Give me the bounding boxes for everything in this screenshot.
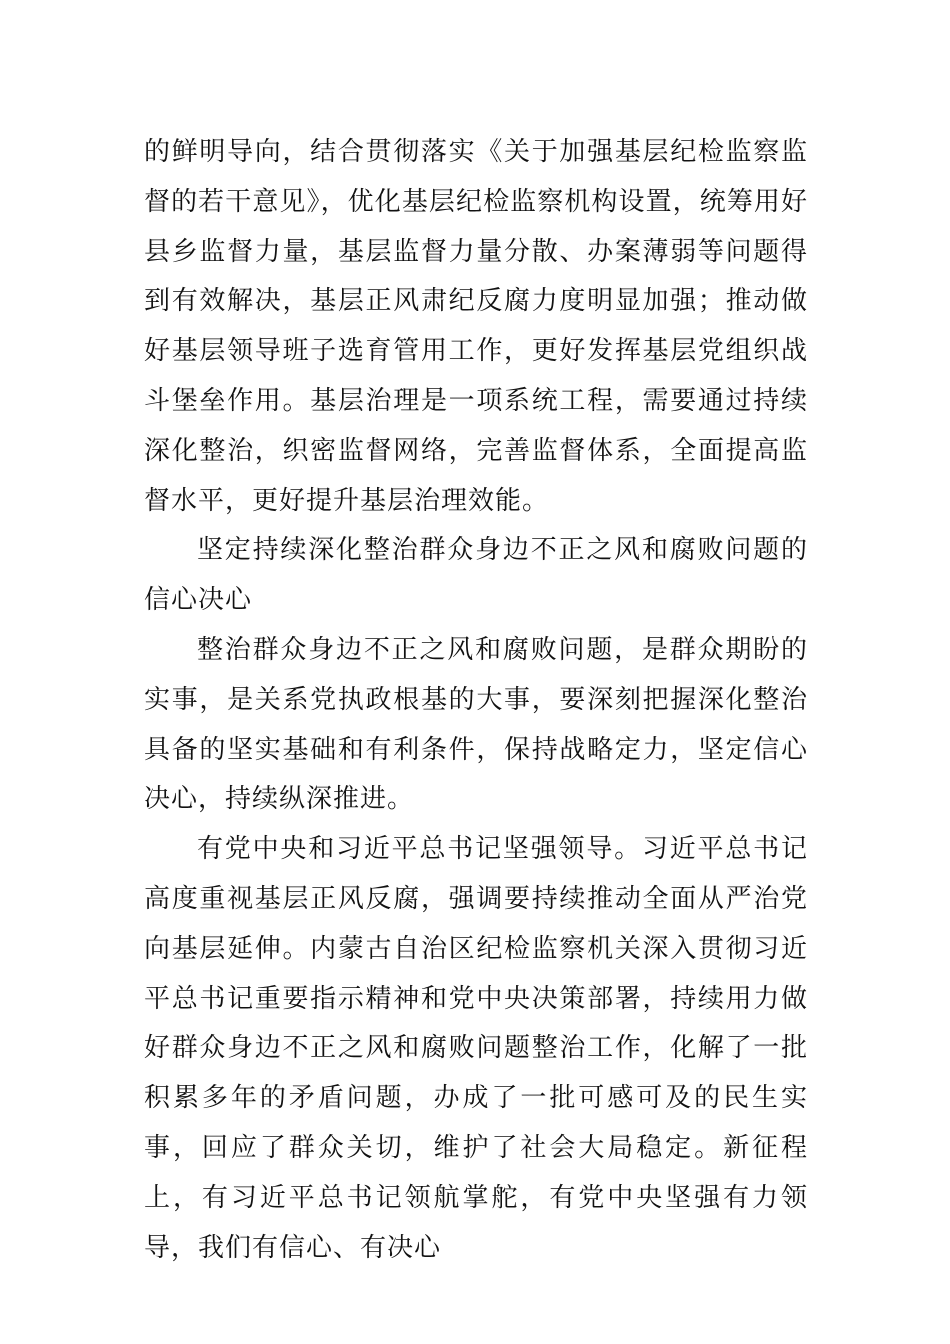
paragraph: 有党中央和习近平总书记坚强领导。习近平总书记高度重视基层正风反腐，强调要持续推动全面从严治党向基层延伸。内蒙古自治区纪检监察机关深入贯彻习近平总书记重要指示精神和党中央决策部署，持续用力做好群众身边不正之风和腐败问题整治工作，化解了一批积累多年的矛盾问题，办成了一批可感可及的民生实事，回应了群众关切，维护了社会大局稳定。新征程上，有习近平总书记领航掌舵，有党中央坚强有力领导，我们有信心、有决心 [144,834,808,1263]
paragraph: 整治群众身边不正之风和腐败问题，是群众期盼的实事，是关系党执政根基的大事，要深刻把握深化整治具备的坚实基础和有利条件，保持战略定力，坚定信心决心，持续纵深推进。 [144,634,808,815]
document-body [144,128,808,1273]
paragraph-continuation: 的鲜明导向，结合贯彻落实《关于加强基层纪检监察监督的若干意见》，优化基层纪检监察机构设置，统筹用好县乡监督力量，基层监督力量分散、办案薄弱等问题得到有效解决，基层正风肃纪反腐力度明显加强；推动做好基层领导班子选育管用工作，更好发挥基层党组织战斗堡垒作用。基层治理是一项系统工程，需要通过持续深化整治，织密监督网络，完善监督体系，全面提高监督水平，更好提升基层治理效能。 [144,137,808,516]
section-heading: 坚定持续深化整治群众身边不正之风和腐败问题的信心决心 [144,535,808,616]
